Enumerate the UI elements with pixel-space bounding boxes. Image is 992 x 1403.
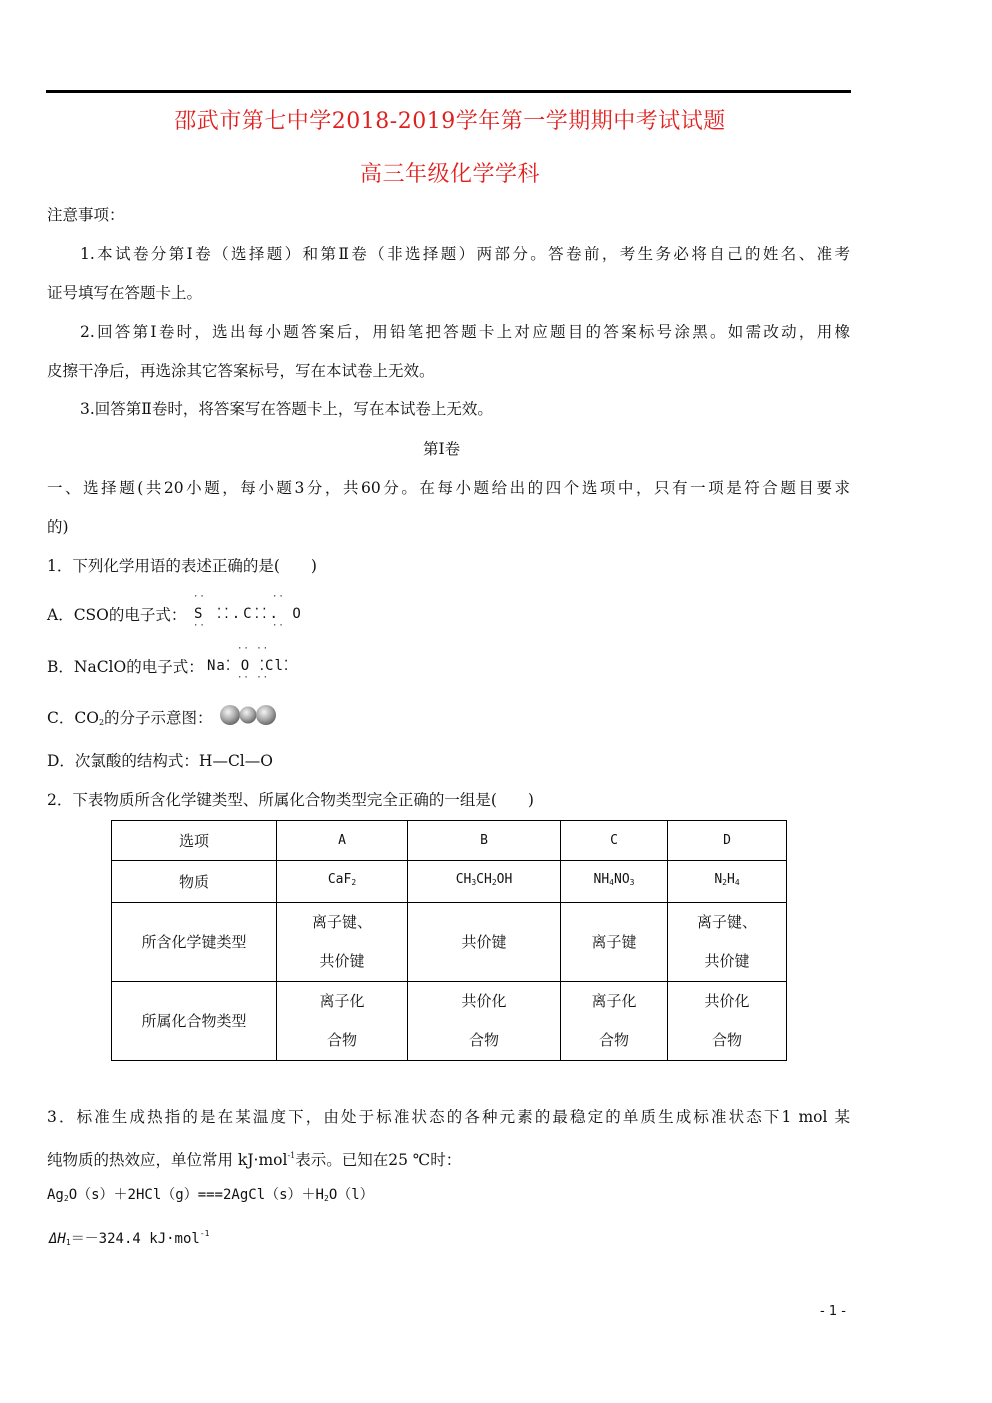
table-row-compound-type [112,982,787,1061]
q1-stem: 1．下列化学用语的表述正确的是( ) [47,557,317,575]
table-cell-formula: $NH_4NO_3$ [561,861,668,903]
table-cell: 所含化学键类型 [112,903,277,982]
q3-equation: $Ag_2O(s)+2HCl(g)===2AgCl(s)+H_2O(l)$ [47,1187,374,1203]
table-cell: 共价化 合物 [668,982,787,1061]
q3-line-2: 纯物质的热效应，单位常用 kJ·mol$^{-1}$表示。已知在25 ℃时： [47,1151,462,1169]
volume-label: 第Ⅰ卷 [423,440,461,458]
notice-item-2-line-2: 皮擦干净后，再选涂其它答案标号，写在本试卷上无效。 [47,362,435,380]
q3-enthalpy: $\Delta H_1=-324.4$ kJ·mol$^{-1}$ [49,1229,210,1247]
lone-pair-dots: ·· [272,592,285,602]
lone-pair-dots: ·· ·· [237,644,270,654]
table-cell: A [277,821,408,861]
q2-table [111,820,787,1061]
lone-pair-dots: ·· [272,621,285,631]
table-cell: 共价键 [408,903,561,982]
q1-option-b-label: B．NaClO的电子式： [47,658,204,676]
table-cell: C [561,821,668,861]
exam-title: 邵武市第七中学2018-2019学年第一学期期中考试试题 [174,109,726,134]
table-cell: 离子键、 共价键 [668,903,787,982]
lone-pair-dots: ·· [193,592,206,602]
notice-item-2-line-1: 2.回答第Ⅰ卷时，选出每小题答案后，用铅笔把答题卡上对应题目的答案标号涂黑。如需改动，用橡 [80,323,850,341]
table-cell: 物质 [112,861,277,903]
q1-option-b-electron-formula: Na⁚ O ⁚Cl⁚ [207,658,290,674]
lone-pair-dots: ·· [193,621,206,631]
oxygen-atom-right [256,705,276,725]
exam-subtitle: 高三年级化学学科 [359,162,540,187]
table-cell: D [668,821,787,861]
section-heading-line-1: 一、选择题(共20小题，每小题3分，共60分。在每小题给出的四个选项中，只有一项是符合题目要求 [47,479,850,497]
table-cell-formula: CaF$_2$ [277,861,408,903]
carbon-atom [240,707,257,724]
table-cell: 所属化合物类型 [112,982,277,1061]
q1-option-a-label: A．CSO的电子式： [47,606,187,624]
table-cell: 离子化 合物 [561,982,668,1061]
table-cell: 离子键、 共价键 [277,903,408,982]
notice-item-1-line-2: 证号填写在答题卡上。 [47,284,203,302]
q1-option-d: D．次氯酸的结构式：H—Cl—O [47,752,273,770]
table-cell-formula: $N_2H_4$ [668,861,787,903]
q3-line-1: 3．标准生成热指的是在某温度下，由处于标准状态的各种元素的最稳定的单质生成标准状态下1 mol 某 [47,1108,850,1126]
section-heading-line-2: 的) [47,518,69,536]
header-rule [46,90,851,93]
table-row-substance [112,861,787,903]
oxygen-atom-left [220,705,240,725]
q1-option-c-label: C．$CO_2$的分子示意图： [47,709,213,727]
notice-item-3: 3.回答第Ⅱ卷时，将答案写在答题卡上，写在本试卷上无效。 [80,400,493,418]
lone-pair-dots: ·· ·· [237,673,270,683]
table-cell: B [408,821,561,861]
q2-stem: 2．下表物质所含化学键类型、所属化合物类型完全正确的一组是( ) [47,791,534,809]
q1-option-a-electron-formula: S ⁚⁚.C⁚⁚. O [194,606,304,622]
table-cell: 离子键 [561,903,668,982]
notice-heading: 注意事项： [47,206,125,224]
table-cell-formula: $CH_3CH_2OH$ [408,861,561,903]
table-cell: 离子化 合物 [277,982,408,1061]
table-header-row [112,821,787,861]
notice-item-1-line-1: 1.本试卷分第Ⅰ卷（选择题）和第Ⅱ卷（非选择题）两部分。答卷前，考生务必将自己的姓名、准考 [80,245,850,263]
table-cell: 选项 [112,821,277,861]
table-row-bond-type [112,903,787,982]
table-cell: 共价化 合物 [408,982,561,1061]
co2-molecule-model-image [219,704,277,726]
page-number: - 1 - [820,1304,846,1319]
